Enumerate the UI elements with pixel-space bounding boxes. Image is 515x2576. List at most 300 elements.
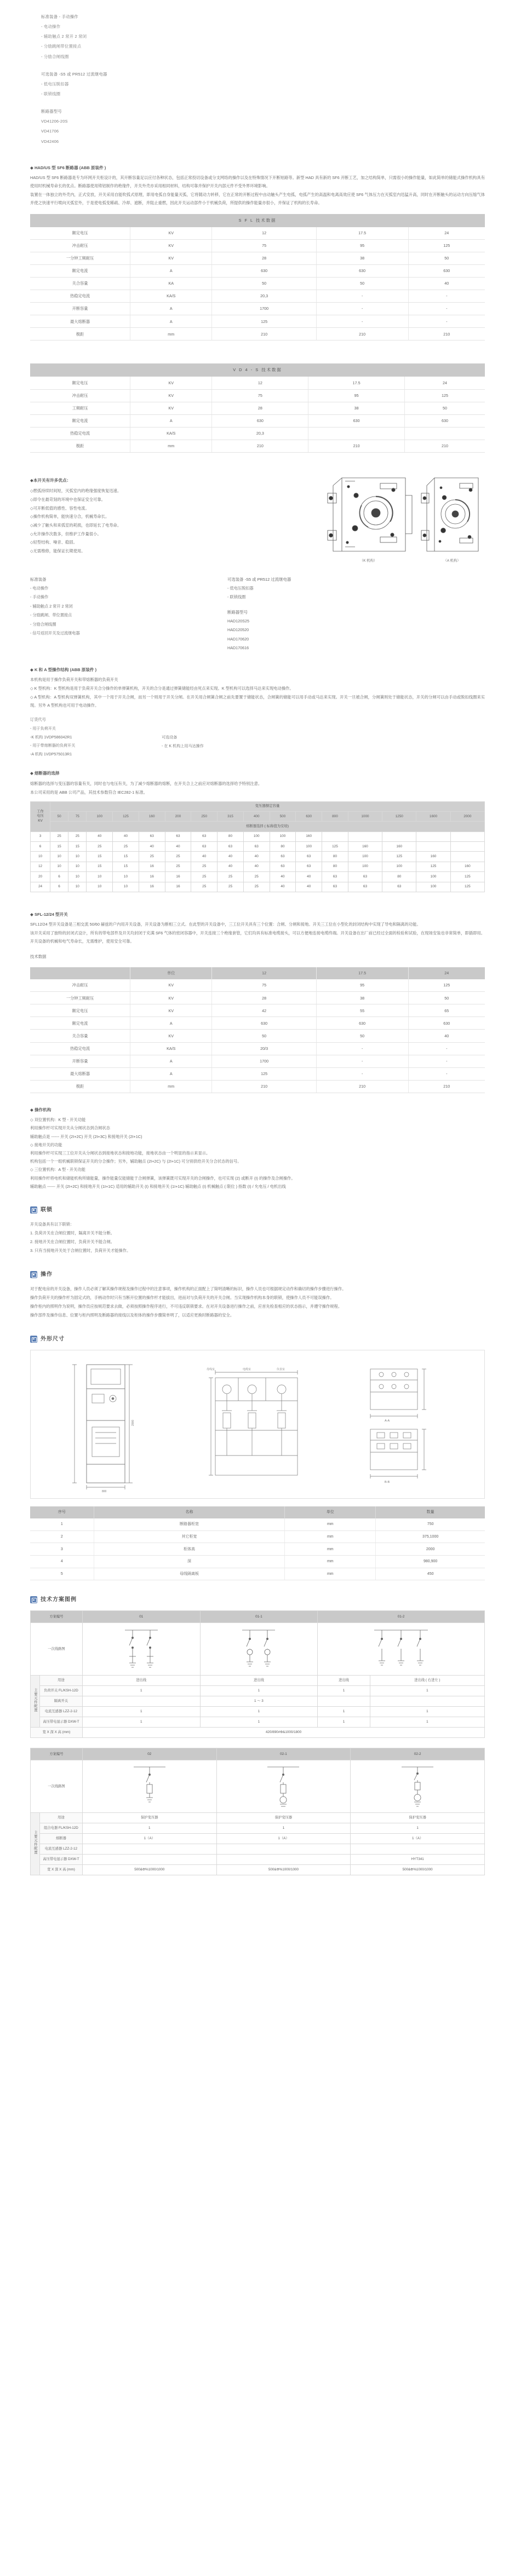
fuse-kv: 10	[31, 852, 50, 862]
section-title-interlock: 联锁	[41, 1207, 53, 1214]
row-unit: mm	[130, 440, 212, 452]
cell: 进出线	[318, 1676, 370, 1686]
scheme2-diagram-label: 一次线路图	[31, 1760, 83, 1812]
fuse-val: 25	[139, 852, 165, 862]
row-label: 冲击耐压	[30, 979, 130, 992]
row-label: 关合容量	[30, 1030, 130, 1042]
advantages-heading: ◆本开关有许多优点：	[30, 477, 71, 483]
row-value: 630	[408, 1017, 485, 1030]
row-value: 210	[316, 1080, 408, 1093]
oper-heading: ◆ 操作机构	[30, 1107, 52, 1112]
table-row	[30, 1568, 485, 1580]
drawing-front-elevation	[36, 1356, 181, 1493]
one-line-diagram-01-1	[238, 1626, 279, 1673]
row-value: -	[316, 290, 408, 303]
row-value: 95	[308, 389, 405, 402]
sfl-para-0: SFL12/24 型开关设备是三相交流 50/60 赫兹的户内用开关设备，开关设备为断相三立式。在此型的开关设备中，三工位开关具有三个位置：合闸、分闸和接地。开关三工位在小型化的封闭结构中实现了导电和隔离的功能。	[30, 922, 421, 927]
section-title-schemes: 技术方案图例	[41, 1597, 77, 1603]
fuse-val	[382, 831, 416, 841]
cell: 其它柜宽	[94, 1530, 285, 1543]
operation-para: 操作负荷开关的操作杆为固定式的，手柄动作时只有当断开位置的操作杆才能拔出，进而对与负荷开关的开关合闸。当实现操作机构本身的联锁，使操作人员不可能误操作。	[30, 1295, 334, 1300]
oper-line: 机构包括一个一组机械联锁保证开关的分合操作；另外，辅助触点 (2I+2C) 与 (2I+1C) 可分别供给开关分合状态的信号。	[30, 1159, 242, 1164]
row-value: 50	[408, 252, 485, 265]
scheme1-row-label: 隔离开关	[39, 1696, 82, 1707]
tech-hdr-2: 24	[408, 967, 485, 979]
row-value: 42	[212, 1004, 316, 1017]
row-value: 65	[408, 1004, 485, 1017]
equipment-block	[30, 575, 485, 653]
fuse-val: 80	[322, 862, 348, 871]
fuse-kv: 3	[31, 831, 50, 841]
a-mechanism-drawing	[419, 473, 485, 556]
order-row: -A 机构 1VDP575013R1	[30, 752, 72, 756]
oper-line: 辅助触点是 ------ 开关 (2I+2C) 开关 (2I+3C) 和接地开关 (2I+1C)	[30, 1134, 142, 1139]
row-value: 50	[212, 278, 316, 290]
svg-text:800: 800	[101, 1489, 106, 1493]
fuse-val: 15	[113, 852, 139, 862]
parts-hdr: 数量	[376, 1506, 485, 1518]
fuse-val: 10	[87, 872, 113, 882]
fuse-val: 63	[191, 842, 218, 852]
cell: 保护变压器	[351, 1812, 485, 1823]
fuse-cap: 630	[296, 812, 322, 822]
row-value: 38	[316, 992, 408, 1004]
row-value: -	[316, 315, 408, 328]
row-value: 24	[408, 227, 485, 240]
scheme1-row-label: 电流互感器 LZZ-2-12	[39, 1707, 82, 1717]
drawing-detail-sections	[334, 1356, 479, 1493]
advantages-block	[30, 471, 485, 565]
order-row: -K 机构 1VDP586042R1	[30, 735, 72, 740]
fuse-val: 63	[270, 862, 296, 871]
cell: 1	[200, 1717, 318, 1728]
cell	[82, 1696, 200, 1707]
row-label: 额定电流	[30, 414, 130, 427]
fuse-val: 15	[113, 862, 139, 871]
mech-intro: 本机构是用于操作负荷开关和带熔断器的负荷开关	[30, 677, 118, 683]
fuse-val: 25	[191, 862, 218, 871]
fuse-cap: 1000	[348, 812, 382, 822]
intro-model-2: VD41706	[41, 129, 59, 134]
row-value: 210	[212, 440, 308, 452]
parts-hdr: 序号	[30, 1506, 94, 1518]
fuse-val: 16	[139, 862, 165, 871]
section-title-dimensions: 外形尺寸	[41, 1336, 65, 1342]
fuse-val: 80	[382, 872, 416, 882]
row-unit: A	[130, 303, 212, 315]
cell: 1	[318, 1686, 370, 1696]
fuse-val	[450, 842, 484, 852]
operation-para: 对于配电房的开关设备，操作人员必须了解其操作规程及操作过程中的注意事项，操作机构的正面配上了简明清晰的标识，操作人员也可根据规定动作和确切的操作步骤进行操作。	[30, 1286, 346, 1291]
order-opt-row: - 在 K 机构上用马达操作	[162, 743, 204, 748]
row-value: 210	[316, 328, 408, 340]
figure-k-label: （K 机构）	[359, 559, 377, 563]
cell: 1	[200, 1686, 318, 1696]
row-unit: KA/S	[130, 290, 212, 303]
fuse-val: 40	[165, 842, 191, 852]
row-label: 额定电压	[30, 1004, 130, 1017]
cell: 1	[216, 1823, 351, 1833]
cell: 375,1000	[376, 1530, 485, 1543]
parts-hdr: 单位	[285, 1506, 376, 1518]
fuse-note-title: ◆ 熔断器的选择	[30, 771, 60, 776]
row-unit: KV	[130, 240, 212, 252]
row-value: 630	[404, 414, 485, 427]
row-unit: A	[130, 1067, 212, 1080]
row-value: 75	[212, 979, 316, 992]
table-scheme-2	[30, 1748, 485, 1875]
fuse-val: 25	[165, 862, 191, 871]
equip-model-title: 断路器型号	[227, 609, 248, 615]
row-unit: KA/S	[130, 427, 212, 440]
fuse-cap: 250	[191, 812, 218, 822]
table-vd4s	[30, 363, 485, 452]
row-label: 热稳定电流	[30, 1042, 130, 1055]
row-value	[308, 427, 405, 440]
table-vd4s-title: V D 4 - S 技术数据	[30, 363, 485, 377]
operation-para: 操作部件及操作信息、位置与柜内照明及断路器的接线以及柜体的操作步骤简单明了，以适应更换时断路器的安全。	[30, 1312, 234, 1318]
parts-hdr: 名称	[94, 1506, 285, 1518]
fuse-band-mid: 熔断器选择 ( 标称值为安培)	[50, 822, 485, 831]
model-item: HAD120S25	[227, 618, 249, 623]
fuse-val: 16	[139, 882, 165, 892]
cell: 750	[376, 1518, 485, 1530]
sfl-para-1: 该开关采用了独特的封闭式设计，所有的带电部件及开关均封闭于充满 SF6 气体的密闭容器中，开关连接三个绝缘套管，它们均具有标准电缆接头，可以方便地连接电缆终端。开关设备在出厂前已经过全面的检验和试验，在现场安装也非常简单，即插即用。开关设备的机械和电气寿命长，无需维护，使用安全可靠。	[30, 931, 485, 944]
fuse-val: 15	[68, 842, 87, 852]
fuse-val: 100	[416, 882, 450, 892]
fuse-val: 80	[218, 831, 244, 841]
list-item: ◇轻型结构、噪音、稳固。	[30, 540, 77, 545]
svg-text:A-A: A-A	[385, 1419, 390, 1423]
list-item: - 联锁线圈	[227, 594, 246, 600]
order-opt-title: 可选设备	[162, 735, 178, 740]
fuse-val: 100	[416, 872, 450, 882]
cell: 2000	[376, 1543, 485, 1556]
intro-std-1: - 电动操作	[41, 24, 61, 30]
fuse-val: 10	[68, 852, 87, 862]
row-value: 38	[308, 402, 405, 414]
fuse-val: 63	[382, 882, 416, 892]
scheme2-row-label: 组合电器 FL/KSH-12D	[39, 1823, 82, 1833]
row-unit: KV	[130, 402, 212, 414]
oper-line: 辅助触点 ------ 开关 (2I+2C) 和接地开关 (1I+1C) 适用的辅助开关 (I) 和接地开关 (1I+1C) 辅助触点 (I) 机械触点 ( 限位 ) 指数 (I) / 允电压 / 电机出线	[30, 1183, 286, 1189]
fuse-val: 100	[348, 852, 382, 862]
row-value: 210	[308, 440, 405, 452]
fuse-val: 63	[270, 852, 296, 862]
row-label: 热稳定电流	[30, 427, 130, 440]
fuse-val: 10	[68, 882, 87, 892]
section-title-operation: 操作	[41, 1271, 53, 1278]
tech-hdr-0: 12	[212, 967, 316, 979]
fuse-val: 63	[296, 862, 322, 871]
fuse-val: 125	[416, 862, 450, 871]
section-dimensions	[30, 1334, 485, 1344]
fuse-val: 25	[68, 831, 87, 841]
row-value: 50	[316, 278, 408, 290]
section-view-svg	[200, 1356, 315, 1493]
cell: mm	[285, 1518, 376, 1530]
row-label: 最大熔断器	[30, 1067, 130, 1080]
fuse-val: 40	[218, 862, 244, 871]
cell: 1 ～ 3	[200, 1696, 318, 1707]
scheme-diagram-cell	[82, 1623, 200, 1676]
row-unit: A	[130, 414, 212, 427]
cell: 1	[82, 1686, 200, 1696]
cell	[216, 1844, 351, 1854]
row-value: -	[408, 1042, 485, 1055]
row-value: 20/3	[212, 1042, 316, 1055]
fuse-val: 160	[348, 842, 382, 852]
cell: mm	[285, 1568, 376, 1580]
row-value: -	[408, 315, 485, 328]
fuse-val: 40	[270, 872, 296, 882]
scheme-diagram-cell	[216, 1760, 351, 1812]
had-heading: ◆ HAD/US 型 SF6 断路器 (ABB 原装件 )	[30, 165, 106, 170]
interlock-line: 2. 接地开关在合闸位置时，负荷开关不能合闸。	[30, 1239, 115, 1244]
interlock-line: 3. 只有当接地开关处于合闸位置时，负荷开关才能操作。	[30, 1247, 131, 1253]
svg-text:母线室: 母线室	[206, 1367, 215, 1371]
intro-model-title: 断路器型号	[41, 109, 62, 114]
row-label: 额定电压	[30, 227, 130, 240]
scheme1-diagram-label: 一次线路图	[31, 1623, 83, 1676]
row-value: -	[316, 1042, 408, 1055]
table-row	[30, 1530, 485, 1543]
front-elevation-svg	[68, 1356, 150, 1493]
row-value: 50	[212, 1030, 316, 1042]
cell: 500&Φ%1000/1000	[351, 1864, 485, 1875]
order-row: - 用于负荷开关	[30, 726, 56, 731]
row-unit: KV	[130, 389, 212, 402]
had-para-0: HAD/US 型 SF6 断路器是专为环网开关柜设计的，其开断容量足以应付各种状态，包括正常投切设备或分支网络的操作以及在特殊情况下开断短路等。新型 HAD 具有新的 SF6 开断工艺，加之结构简单，只需很小的操作能量，如此简单的储能式操作机构具有使用时机械寿命长的优点。断路器使用铸铝制作的绝缘件，开关外壳亦采用相同材料，结构可靠并保护开关内部元件不受外界环境影响。	[30, 175, 485, 189]
fuse-val	[416, 831, 450, 841]
row-unit: KV	[130, 1030, 212, 1042]
fuse-val: 40	[139, 842, 165, 852]
fuse-cap: 1600	[416, 812, 450, 822]
intro-std-4: - 分励合闸线圈	[41, 54, 69, 59]
detail-sections-svg	[359, 1356, 453, 1493]
list-item: ◇允许操作次数多，但维护工作量很小。	[30, 531, 101, 536]
scheme1-row-label: 高压带电显示器 DXW-T	[39, 1717, 82, 1728]
row-value: 630	[212, 414, 308, 427]
cell: 2	[30, 1530, 94, 1543]
cell: 母线隔离板	[94, 1568, 285, 1580]
fuse-val: 25	[218, 882, 244, 892]
oper-line: ◇ 双位置机构：K 型 - 开关功能	[30, 1117, 86, 1123]
intro-model-1: VD41206-20S	[41, 119, 68, 124]
scheme1-group-label	[31, 1676, 40, 1728]
row-label: 冲击耐压	[30, 240, 130, 252]
list-item: - 信号返回开关及过流继电器	[30, 631, 80, 636]
row-value: -	[316, 303, 408, 315]
fuse-val: 160	[416, 852, 450, 862]
fuse-cap: 75	[68, 812, 87, 822]
fuse-cap: 125	[113, 812, 139, 822]
fuse-cap: 1250	[382, 812, 416, 822]
svg-text:仪表室: 仪表室	[276, 1367, 285, 1371]
row-value: 210	[212, 1080, 316, 1093]
interlock-line: 1. 负荷开关在合闸位置时，隔离开关不能分断。	[30, 1231, 115, 1236]
section-interlock	[30, 1205, 485, 1215]
row-value: -	[408, 303, 485, 315]
row-unit: KV	[130, 992, 212, 1004]
row-unit: KV	[130, 252, 212, 265]
tech-hdr-blank	[30, 967, 130, 979]
svg-text:B-B: B-B	[385, 1480, 390, 1484]
mech-k-text: ◇ K 型机构：K 型机构是用于负荷开关合分操作的单弹簧机构，开关的合分是通过弹簧储能经由死点来实现。K 型机构可以选择马达来实现电动操作。	[30, 686, 294, 691]
cell: 1（A）	[82, 1833, 216, 1844]
group-text: 主要元件配置	[33, 1688, 37, 1712]
row-label: 一分钟工频耐压	[30, 992, 130, 1004]
cell: 保护变压器	[82, 1812, 216, 1823]
one-line-diagram-01	[121, 1626, 162, 1673]
fuse-val: 10	[68, 872, 87, 882]
fuse-val: 25	[243, 872, 270, 882]
intro-opt-2: - 联锁线圈	[41, 91, 61, 96]
fuse-val: 10	[113, 882, 139, 892]
fuse-cap: 500	[270, 812, 296, 822]
cell: 1	[370, 1707, 484, 1717]
fuse-val: 125	[450, 872, 484, 882]
fuse-val: 63	[139, 831, 165, 841]
fuse-val: 100	[270, 831, 296, 841]
drawing-section-view	[185, 1356, 330, 1493]
fuse-val: 160	[382, 842, 416, 852]
fuse-cap: 2000	[450, 812, 484, 822]
row-label: 最大熔断器	[30, 315, 130, 328]
cell: 1	[82, 1707, 200, 1717]
fuse-val	[450, 831, 484, 841]
list-item: ◇无需维修，能保证长期使用。	[30, 548, 85, 553]
order-title: 订货代号	[30, 717, 46, 723]
fuse-val: 100	[243, 831, 270, 841]
row-value: 125	[212, 1067, 316, 1080]
fuse-val: 10	[68, 862, 87, 871]
list-item: ◇减少了触头和来弧室的耗损，也即延长了电寿命。	[30, 522, 122, 528]
cell: 柜体高	[94, 1543, 285, 1556]
row-value: 28	[212, 402, 308, 414]
row-value: 630	[316, 265, 408, 278]
table-row	[30, 1556, 485, 1568]
fuse-val: 15	[50, 842, 68, 852]
oper-line: 利用操作杆可实现三工位开关从分闸状态到接地状态和接地功能，接地状态由一个明显的指示来显示。	[30, 1150, 210, 1156]
oper-line: 利用操作杆可实现开关从分闸状态到合闸状态	[30, 1125, 110, 1131]
fuse-val: 10	[87, 882, 113, 892]
square-marker-icon	[30, 1336, 37, 1343]
cell: HYT341	[351, 1854, 485, 1864]
row-unit: A	[130, 1055, 212, 1067]
list-item: - 低电压脱扣器	[227, 585, 254, 591]
cell: 1	[30, 1518, 94, 1530]
row-label: 额定电流	[30, 1017, 130, 1030]
table-sfl-tech	[30, 967, 485, 1093]
row-unit: mm	[130, 328, 212, 340]
scheme1-size-label: 宽 X 深 X 高 (mm)	[31, 1728, 83, 1738]
row-unit: A	[130, 315, 212, 328]
fuse-val: 40	[270, 882, 296, 892]
fuse-val: 16	[165, 872, 191, 882]
scheme2-hdr-2: 02-2	[351, 1748, 485, 1760]
order-row: - 用于带熔断器的负荷开关	[30, 743, 76, 748]
one-line-diagram-02-2	[398, 1763, 437, 1810]
fuse-val	[450, 852, 484, 862]
fuse-band-top: 变压器额定容量	[50, 801, 485, 811]
fuse-val: 63	[322, 882, 348, 892]
fuse-val	[322, 831, 348, 841]
fuse-val: 63	[191, 831, 218, 841]
figure-a-label: （A 机构）	[443, 559, 461, 563]
fuse-val: 25	[50, 831, 68, 841]
cell: mm	[285, 1543, 376, 1556]
scheme2-hdr-0: 02	[82, 1748, 216, 1760]
mech-heading: ◆ K 和 A 型操作结构 (ABB 原装件 )	[30, 667, 97, 673]
fuse-val: 10	[50, 852, 68, 862]
table-row	[30, 1518, 485, 1530]
cell: 保护变压器	[216, 1812, 351, 1823]
mech-a-text: ◇ A 型机构：A 型机构双弹簧机构，其中一个用于开关合闸，而另一个则用于开关分闸。在开关用合闸簧合闸之前先要置于储能状态，合闸簧的储能可以用手动或马达来实现。开关一旦被合闸，分闸簧则处于储能状态，开关的分闸可以由手动或脱扣线圈来实现。另外 A 型机构也可用于电动操作。	[30, 695, 485, 708]
cell	[351, 1844, 485, 1854]
dimension-drawings-panel	[30, 1350, 485, 1499]
row-value: 125	[404, 389, 485, 402]
row-value: 40	[408, 278, 485, 290]
row-value: 1700	[212, 303, 316, 315]
cell: 1	[370, 1686, 484, 1696]
fuse-val: 25	[113, 842, 139, 852]
corner-line-3: KV	[38, 819, 43, 823]
equip-opt-title: 可选装备 -S5 或 PR512 过流继电器	[227, 576, 291, 582]
fuse-kv: 20	[31, 872, 50, 882]
scheme2-row-label: 宽 X 深 X 高 (mm)	[39, 1864, 82, 1875]
fuse-val: 160	[450, 862, 484, 871]
row-value: -	[408, 290, 485, 303]
row-value: -	[316, 1067, 408, 1080]
row-value: 28	[212, 992, 316, 1004]
fuse-corner-label	[31, 801, 50, 831]
scheme-diagram-cell	[351, 1760, 485, 1812]
row-label: 关合容量	[30, 278, 130, 290]
fuse-cap: 400	[243, 812, 270, 822]
sfl-heading: ◆ SFL-12/24 型开关	[30, 911, 68, 917]
row-label: 开断容量	[30, 303, 130, 315]
fuse-val: 100	[348, 862, 382, 871]
fuse-val: 15	[87, 862, 113, 871]
row-value: 12	[212, 227, 316, 240]
row-value: 12	[212, 377, 308, 389]
cell: 1	[370, 1717, 484, 1728]
svg-text:电缆室: 电缆室	[242, 1367, 251, 1371]
scheme1-hdr-1: 01-1	[200, 1611, 318, 1623]
scheme2-row-label: 高压带电显示器 DXW-T	[39, 1854, 82, 1864]
list-item: - 电动操作	[30, 585, 49, 591]
row-value: 50	[316, 1030, 408, 1042]
row-value: 20,3	[212, 427, 308, 440]
intro-std-0: 标准装备 - 手动操作	[41, 14, 78, 19]
fuse-val: 25	[243, 882, 270, 892]
row-value: 630	[308, 414, 405, 427]
row-label: 极距	[30, 328, 130, 340]
row-value: -	[408, 1067, 485, 1080]
scheme2-row-label: 电流互感器 LZZ-2-12	[39, 1844, 82, 1854]
row-value: 75	[212, 240, 316, 252]
fuse-cap: 100	[87, 812, 113, 822]
row-value: 210	[408, 328, 485, 340]
intro-model-3: VD42406	[41, 138, 59, 144]
operation-para: 操作柜内的照明作为说明，操作员应按规范要求去做，必须按照操作程序进行，不可违反联锁要求。在对开关设备进行操作之前，应首先检查相应的状态指示，并遵守操作规程。	[30, 1303, 342, 1309]
row-value: 17.5	[316, 227, 408, 240]
fuse-val: 25	[87, 842, 113, 852]
tech-hdr-unit: 单位	[130, 967, 212, 979]
cell: mm	[285, 1530, 376, 1543]
fuse-val: 10	[50, 862, 68, 871]
